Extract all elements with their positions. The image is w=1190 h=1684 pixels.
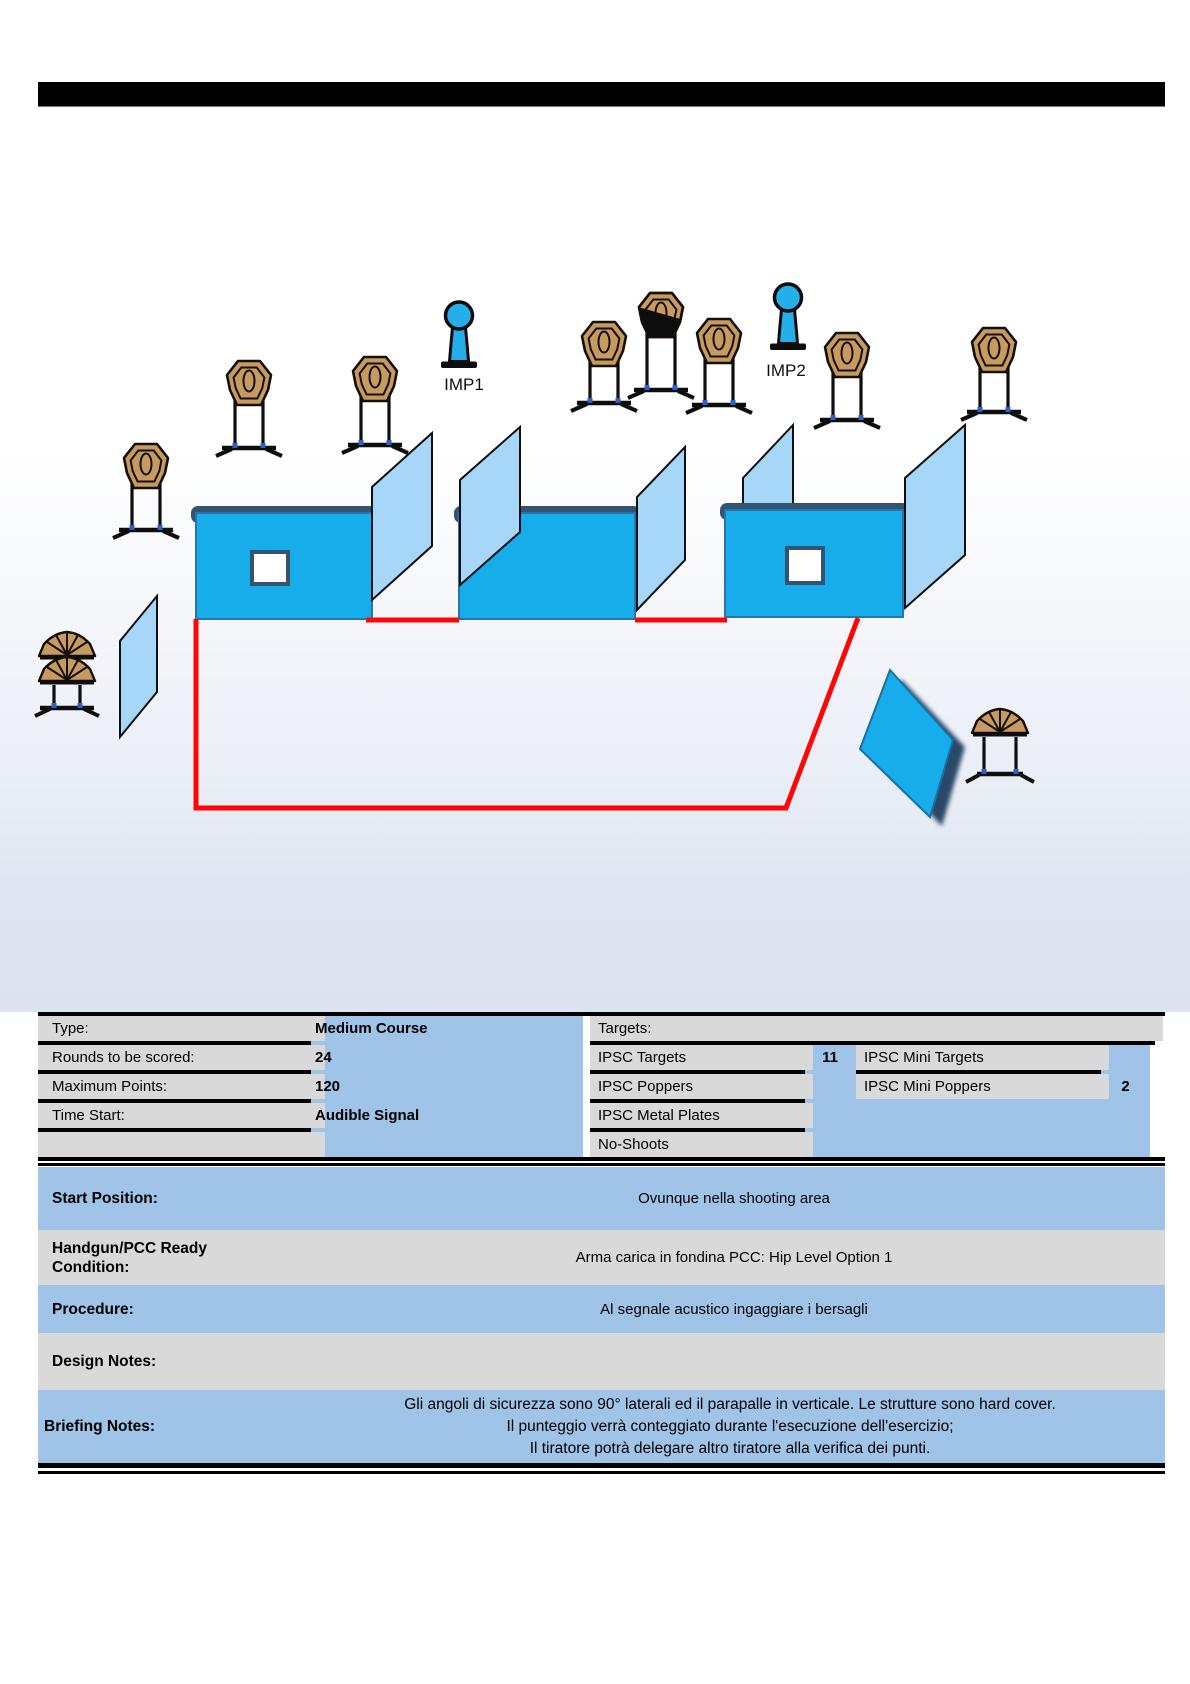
targets-row-ipsc-poppers: IPSC Poppers bbox=[590, 1074, 813, 1099]
section-label: Design Notes: bbox=[52, 1353, 157, 1370]
section-content: Arma carica in fondina PCC: Hip Level Option 1 bbox=[575, 1249, 893, 1266]
targets-header: Targets: bbox=[590, 1016, 1163, 1041]
title-bar bbox=[38, 82, 1165, 108]
briefing-line: Il tiratore potrà delegare altro tiratore alla verifica dei punti. bbox=[529, 1439, 931, 1457]
briefing-line: Il punteggio verrà conteggiato durante l'esecuzione dell'esercizio; bbox=[506, 1417, 954, 1435]
targets-row-mini-targets: IPSC Mini Targets bbox=[856, 1045, 1109, 1070]
section-label: Procedure: bbox=[52, 1300, 134, 1318]
section-design-notes bbox=[38, 1333, 1165, 1390]
targets-row-no-shoots: No-Shoots bbox=[590, 1132, 813, 1157]
wall-right bbox=[720, 503, 909, 617]
info-value-rounds: 24 bbox=[315, 1049, 332, 1066]
section-ready-condition bbox=[38, 1230, 1165, 1285]
bottom-rule bbox=[38, 1471, 1165, 1474]
section-label: Start Position: bbox=[52, 1190, 158, 1207]
bottom-rule bbox=[38, 1463, 1165, 1468]
section-start-position bbox=[38, 1167, 1165, 1230]
popper-imp2-label: IMP2 bbox=[766, 361, 806, 380]
briefing-line: Gli angoli di sicurezza sono 90° laterali ed il parapalle in verticale. Le strutture sono hard cover. bbox=[404, 1395, 1056, 1413]
popper-imp1 bbox=[441, 302, 477, 368]
ipsc-target bbox=[686, 319, 752, 413]
section-label: Handgun/PCC Ready Condition: bbox=[52, 1239, 208, 1276]
info-label-type: Type: bbox=[38, 1016, 325, 1041]
info-value-points: 120 bbox=[315, 1078, 341, 1095]
info-label-rounds: Rounds to be scored: bbox=[38, 1045, 325, 1070]
targets-row-ipsc-targets: IPSC Targets bbox=[590, 1045, 813, 1070]
info-label-points: Maximum Points: bbox=[38, 1074, 325, 1099]
vision-barrier bbox=[905, 425, 965, 608]
section-content: Al segnale acustico ingaggiare i bersagli bbox=[600, 1300, 868, 1318]
targets-count-ipsc-targets: 11 bbox=[822, 1049, 838, 1066]
stage-diagram bbox=[0, 107, 1190, 1012]
fault-line bbox=[196, 618, 858, 808]
vision-barrier bbox=[372, 433, 432, 600]
popper-imp1-label: IMP1 bbox=[444, 375, 484, 394]
section-content bbox=[295, 1394, 1165, 1460]
heavy-rule bbox=[38, 1163, 1165, 1166]
targets-row-mini-poppers: IPSC Mini Poppers bbox=[856, 1074, 1109, 1099]
info-label-empty bbox=[38, 1132, 325, 1157]
turned-target bbox=[966, 709, 1034, 782]
section-procedure bbox=[38, 1285, 1165, 1333]
turned-target-stack bbox=[35, 632, 99, 716]
ipsc-target bbox=[216, 361, 282, 456]
ipsc-target bbox=[814, 333, 880, 428]
stage-diagram-canvas bbox=[0, 107, 1190, 1012]
ipsc-target bbox=[113, 444, 179, 538]
vision-barrier bbox=[120, 596, 157, 737]
section-content: Ovunque nella shooting area bbox=[638, 1190, 830, 1207]
section-label: Briefing Notes: bbox=[44, 1418, 156, 1435]
ipsc-target bbox=[571, 322, 637, 411]
info-label-time: Time Start: bbox=[38, 1103, 325, 1128]
targets-row-metal-plates: IPSC Metal Plates bbox=[590, 1103, 813, 1128]
ipsc-target bbox=[342, 357, 408, 453]
wall-port bbox=[787, 548, 823, 583]
ipsc-target bbox=[961, 328, 1027, 420]
tilted-wall bbox=[860, 670, 965, 826]
info-value-type: Medium Course bbox=[315, 1020, 428, 1037]
wall-port bbox=[252, 552, 288, 584]
section-briefing-notes bbox=[38, 1390, 1165, 1463]
wall-left bbox=[191, 506, 377, 619]
ipsc-target-hardcover bbox=[628, 293, 694, 398]
targets-count-mini-poppers: 2 bbox=[1121, 1078, 1130, 1095]
info-value-time: Audible Signal bbox=[315, 1107, 420, 1124]
popper-imp2 bbox=[770, 284, 806, 350]
heavy-rule bbox=[38, 1157, 1165, 1161]
vision-barrier bbox=[637, 447, 685, 610]
